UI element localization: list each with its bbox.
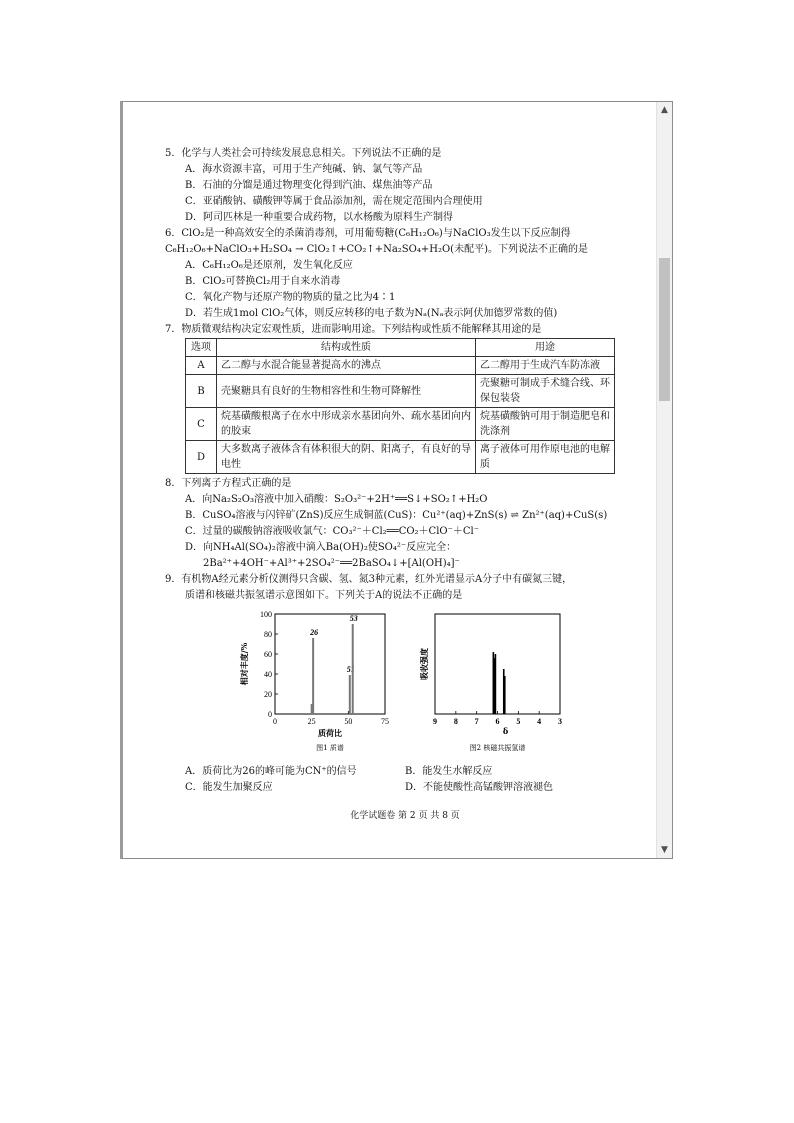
x-axis-label: 质荷比 xyxy=(318,728,342,738)
question-stem: 9．有机物A经元素分析仪测得只含碳、氢、氮3种元素，红外光谱显示A分子中有碳氮三键， xyxy=(165,574,573,585)
table-cell: 壳聚糖可制成手术缝合线、环保包装袋 xyxy=(476,375,615,408)
y-axis-label: 吸收强度 xyxy=(419,648,429,680)
y-tick-label: 60 xyxy=(264,650,272,659)
table-cell: 乙二醇用于生成汽车防冻液 xyxy=(476,357,615,375)
question-stem-continued: 质谱和核磁共振氢谱示意图如下。下列关于A的说法不正确的是 xyxy=(185,590,463,601)
nmr-spectrum-chart xyxy=(405,604,575,754)
scroll-thumb[interactable] xyxy=(659,258,670,401)
option-c: C．过量的碳酸钠溶液吸收氯气：CO₃²⁻＋Cl₂══CO₂＋ClO⁻＋Cl⁻ xyxy=(185,526,480,537)
y-axis-label: 相对丰度/% xyxy=(239,642,249,686)
option-d-equation: 2Ba²⁺+4OH⁻+Al³⁺+2SO₄²⁻══2BaSO₄↓+[Al(OH)₄]⁻ xyxy=(203,558,460,569)
table-cell: 壳聚糖具有良好的生物相容性和生物可降解性 xyxy=(217,375,476,408)
table-cell: 乙二醇与水混合能显著提高水的沸点 xyxy=(217,357,476,375)
peak-label: 26 xyxy=(310,628,319,637)
y-tick-label: 20 xyxy=(264,690,272,699)
question-stem: 7．物质微观结构决定宏观性质，进而影响用途。下列结构或性质不能解释其用途的是 xyxy=(165,324,542,335)
table-row xyxy=(186,441,615,474)
plot-frame xyxy=(275,614,385,714)
question-stem: 6．ClO₂是一种高效安全的杀菌消毒剂，可用葡萄糖(C₆H₁₂O₆)与NaClO₃发生以下反应制得 xyxy=(165,228,571,239)
option-d: D．不能使酸性高锰酸钾溶液褪色 xyxy=(405,782,554,793)
x-axis-label: δ xyxy=(502,726,509,736)
x-tick-label: 9 xyxy=(433,717,437,726)
options-row-2 xyxy=(165,780,645,796)
x-tick-label: 75 xyxy=(381,717,389,726)
option-a: A．向Na₂S₂O₃溶液中加入硝酸：S₂O₃²⁻+2H⁺══S↓+SO₂↑+H₂O xyxy=(185,494,488,505)
table-cell: A xyxy=(186,357,217,375)
question-9 xyxy=(165,572,645,796)
y-tick-label: 0 xyxy=(268,710,272,719)
x-tick-label: 8 xyxy=(453,717,458,726)
question-7 xyxy=(165,322,645,474)
table-cell: 烷基磺酸钠可用于制造肥皂和洗涤剂 xyxy=(476,408,615,441)
table-cell: 烷基磺酸根离子在水中形成亲水基团向外、疏水基团向内的胶束 xyxy=(217,408,476,441)
y-tick-label: 80 xyxy=(264,630,272,639)
plot-frame xyxy=(435,614,560,714)
question-6 xyxy=(165,226,645,322)
option-b: B．石油的分馏是通过物理变化得到汽油、煤焦油等产品 xyxy=(185,180,433,191)
option-c: C．氧化产物与还原产物的物质的量之比为4∶1 xyxy=(185,292,396,303)
y-tick-label: 40 xyxy=(264,670,272,679)
x-tick-label: 5 xyxy=(516,717,521,726)
peak-label: 53 xyxy=(349,614,358,623)
option-b: B．ClO₂可替换Cl₂用于自来水消毒 xyxy=(185,276,341,287)
x-tick-label: 4 xyxy=(537,717,542,726)
option-b: B．CuSO₄溶液与闪锌矿(ZnS)反应生成铜蓝(CuS)：Cu²⁺(aq)+ZnS(s) ⇌ Zn²⁺(aq)+CuS(s) xyxy=(185,510,608,521)
page-footer: 化学试题卷 第 2 页 共 8 页 xyxy=(350,811,460,821)
y-tick-label: 100 xyxy=(260,610,272,619)
question-8 xyxy=(165,476,645,572)
option-a: A．质荷比为26的峰可能为CN⁺的信号 xyxy=(185,766,357,777)
table-header: 结构或性质 xyxy=(217,339,476,357)
x-tick-label: 7 xyxy=(474,717,479,726)
reaction-equation: C₆H₁₂O₆+NaClO₃+H₂SO₄ → ClO₂↑+CO₂↑+Na₂SO₄+H₂O(未配平)。下列说法不正确的是 xyxy=(165,244,588,255)
option-d: D．向NH₄Al(SO₄)₂溶液中滴入Ba(OH)₂使SO₄²⁻反应完全： xyxy=(185,542,457,553)
option-d: D．阿司匹林是一种重要合成药物，以水杨酸为原料生产制得 xyxy=(185,212,454,223)
table-cell: C xyxy=(186,408,217,441)
table-header: 用途 xyxy=(476,339,615,357)
scroll-up-arrow-icon[interactable]: ▲ xyxy=(661,105,668,115)
option-a: A．海水资源丰富，可用于生产纯碱、钠、氯气等产品 xyxy=(185,164,423,175)
chart-caption: 图1 质谱 xyxy=(316,744,344,752)
option-a: A．C₆H₁₂O₆是还原剂，发生氧化反应 xyxy=(185,260,353,271)
table-row xyxy=(186,375,615,408)
option-c: C．能发生加聚反应 xyxy=(185,782,273,793)
figures xyxy=(205,604,645,764)
question-stem: 8．下列离子方程式正确的是 xyxy=(165,478,292,489)
question-5 xyxy=(165,146,645,226)
x-tick-label: 50 xyxy=(344,717,353,726)
option-c: C．亚硝酸钠、磺酸钾等属于食品添加剂，需在规定范围内合理使用 xyxy=(185,196,483,207)
chart-caption: 图2 核磁共振氢谱 xyxy=(469,744,526,752)
x-tick-label: 3 xyxy=(558,717,562,726)
x-tick-label: 6 xyxy=(495,717,500,726)
vertical-scrollbar[interactable] xyxy=(656,102,672,858)
table-cell: 离子液体可用作原电池的电解质 xyxy=(476,441,615,474)
x-tick-label: 0 xyxy=(273,717,277,726)
table-cell: D xyxy=(186,441,217,474)
page-content xyxy=(165,146,645,824)
property-table xyxy=(185,338,615,474)
table-cell: 大多数离子液体含有体积很大的阴、阳离子，有良好的导电性 xyxy=(217,441,476,474)
table-cell: B xyxy=(186,375,217,408)
options-row-1 xyxy=(165,764,645,780)
table-row xyxy=(186,357,615,375)
x-tick-label: 25 xyxy=(307,717,316,726)
table-header: 选项 xyxy=(186,339,217,357)
table-row xyxy=(186,408,615,441)
option-b: B．能发生水解反应 xyxy=(405,766,493,777)
scroll-down-arrow-icon[interactable]: ▼ xyxy=(661,845,668,855)
option-d: D．若生成1mol ClO₂气体，则反应转移的电子数为Nₐ(Nₐ表示阿伏加德罗常数的值) xyxy=(185,308,558,319)
mass-spectrum-chart xyxy=(235,604,405,754)
question-stem: 5．化学与人类社会可持续发展息息相关。下列说法不正确的是 xyxy=(165,148,442,159)
peak-label: 51 xyxy=(346,665,355,674)
